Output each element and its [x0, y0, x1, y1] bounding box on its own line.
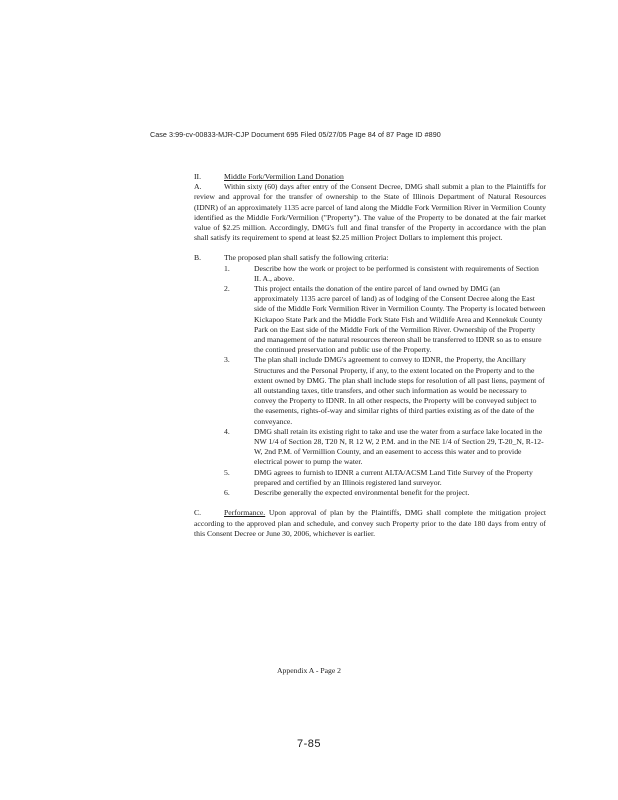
paragraph-b-intro-text: The proposed plan shall satisfy the following criteria: — [224, 253, 389, 263]
list-item-text: DMG agrees to furnish to IDNR a current ALTA/ACSM Land Title Survey of the Property prepared and certified by an Illinois registered land surveyor. — [254, 467, 533, 487]
list-item-number: 2. — [224, 284, 230, 294]
paragraph-a-text: Within sixty (60) days after entry of the Consent Decree, DMG shall submit a plan to the Plaintiffs for review and approval for the transfer of ownership to the State of Illinois Department of Natural Resources (IDNR) of an approximately 1135 acre parcel of land along the Middle Fork Vermilion River in Vermilion County identified as the Middle Fork/Vermilion ("Property"). The value of the Property to be donated at the fair market value of $2.25 million. Accordingly, DMG's full and final transfer of the Property in accordance with the plan shall satisfy its requirement to spend at least $2.25 million Project Dollars to implement this project. — [194, 182, 546, 243]
document-body — [194, 172, 546, 539]
criteria-list — [194, 264, 546, 499]
list-item-number: 6. — [224, 488, 230, 498]
list-item-text: Describe how the work or project to be performed is consistent with requirements of Section II. A., above. — [254, 263, 539, 283]
list-item-number: 3. — [224, 355, 230, 365]
appendix-page-label: Appendix A - Page 2 — [276, 666, 342, 675]
list-item-text: This project entails the donation of the entire parcel of land owned by DMG (an approximately 1135 acre parcel of land) as of lodging of the Consent Decree along the East side of the Middle Fork Vermilion River in Vermilion County. The Property is located between Kickapoo State Park and the Middle Fork State Fish and Wildlife Area and Kennekuk County Park on the East side of the Middle Fork of the Vermilion River. Ownership of the Property and management of the natural resources thereon shall be transferred to IDNR so as to ensure the continued preservation and public use of the Property. — [254, 284, 546, 355]
paragraph-b-intro — [194, 253, 546, 263]
list-item-text: DMG shall retain its existing right to take and use the water from a surface lake located in the NW 1/4 of Section 28, T20 N, R 12 W, 2 P.M. and in the NE 1/4 of Section 29, T-20_N, R-12-W, 2nd P.M. of Vermillion County, and an easement to access this water and to provide electrical power to pump the water. — [254, 426, 544, 467]
list-item — [194, 427, 546, 468]
list-item — [194, 488, 546, 498]
list-item — [194, 468, 546, 488]
paragraph-b-label: B. — [194, 253, 202, 263]
paragraph-a — [194, 182, 546, 243]
section-title: Middle Fork/Vermilion Land Donation — [224, 172, 344, 181]
case-filing-header: Case 3:99-cv-00833-MJR-CJP Document 695 Filed 05/27/05 Page 84 of 87 Page ID #890 — [150, 130, 441, 139]
list-item-number: 5. — [224, 467, 230, 477]
list-item-number: 4. — [224, 426, 230, 436]
list-item — [194, 284, 546, 355]
list-item-text: The plan shall include DMG's agreement to convey to IDNR, the Property, the Ancillary Structures and the Personal Property, if any, to the extent located on the Property and to the extent owned by DMG. The plan shall include steps for resolution of all past liens, payment of all outstanding taxes, title transfers, and other such information as would be necessary to convey the Property to IDNR. In all other respects, the Property will be conveyed subject to the easements, rights-of-way and similar rights of third parties existing as of the date of the conveyance. — [254, 355, 545, 426]
list-item — [194, 355, 546, 426]
paragraph-c-title: Performance. — [224, 508, 266, 518]
section-heading — [194, 172, 546, 182]
list-item-number: 1. — [224, 263, 230, 273]
paragraph-c-label: C. — [194, 508, 202, 518]
paragraph-a-label: A. — [194, 182, 202, 192]
paragraph-c — [194, 508, 546, 539]
list-item — [194, 264, 546, 284]
section-number: II. — [194, 172, 202, 181]
paragraph-c-text: Upon approval of plan by the Plaintiffs, DMG shall complete the mitigation project according to the approved plan and schedule, and convey such Property prior to the date 180 days from entry of this Consent Decree or June 30, 2006, whichever is earlier. — [194, 508, 546, 538]
page-number: 7-85 — [296, 738, 322, 750]
list-item-text: Describe generally the expected environmental benefit for the project. — [254, 488, 470, 498]
